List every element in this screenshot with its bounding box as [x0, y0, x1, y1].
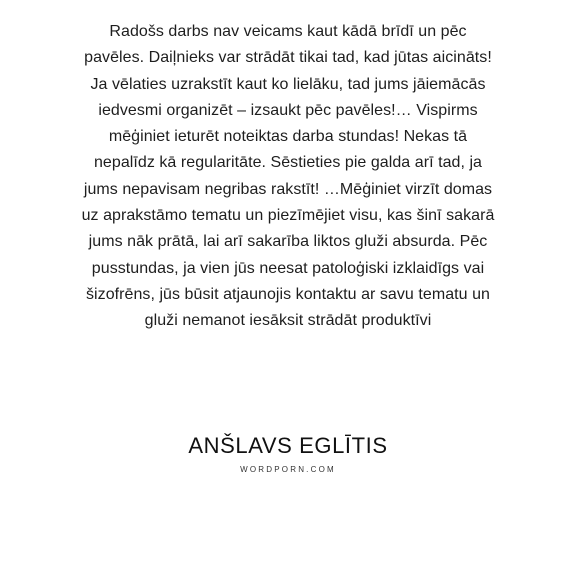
quote-line: jums nāk prātā, lai arī sakarība liktos gluži absurda. Pēc — [88, 233, 488, 251]
quote-line: iedvesmi organizēt – izsaukt pēc pavēles!… Vispirms — [98, 101, 478, 119]
quote-line: uz aprakstāmo tematu un piezīmējiet visu, kas šinī sakarā — [81, 207, 495, 225]
quote-line: Radošs darbs nav veicams kaut kādā brīdī un pēc — [109, 23, 467, 40]
author-name: ANŠLAVS EGLĪTIS — [188, 433, 388, 458]
quote-line: pusstundas, ja vien jūs neesat patoloģiski izklaidīgs vai — [91, 259, 485, 277]
quote-line: Ja vēlaties uzrakstīt kaut ko lielāku, tad jums jāiemācās — [90, 75, 486, 93]
quote-text — [40, 19, 536, 335]
quote-line: pavēles. Daiļnieks var strādāt tikai tad, kad jūtas aicināts! — [84, 49, 492, 67]
source-watermark: WORDPORN.COM — [240, 465, 336, 474]
quote-line: gluži nemanot iesāksit strādāt produktīvi — [144, 312, 432, 330]
quote-line: jums nepavisam negribas rakstīt! …Mēģiniet virzīt domas — [83, 180, 493, 198]
quote-line: mēģiniet ieturēt noteiktas darba stundas! Nekas tā — [108, 128, 468, 146]
quote-line: šizofrēns, jūs būsit atjaunojis kontaktu ar savu tematu un — [85, 285, 490, 303]
quote-line: nepalīdz kā regularitāte. Sēstieties pie galda arī tad, ja — [93, 154, 483, 172]
